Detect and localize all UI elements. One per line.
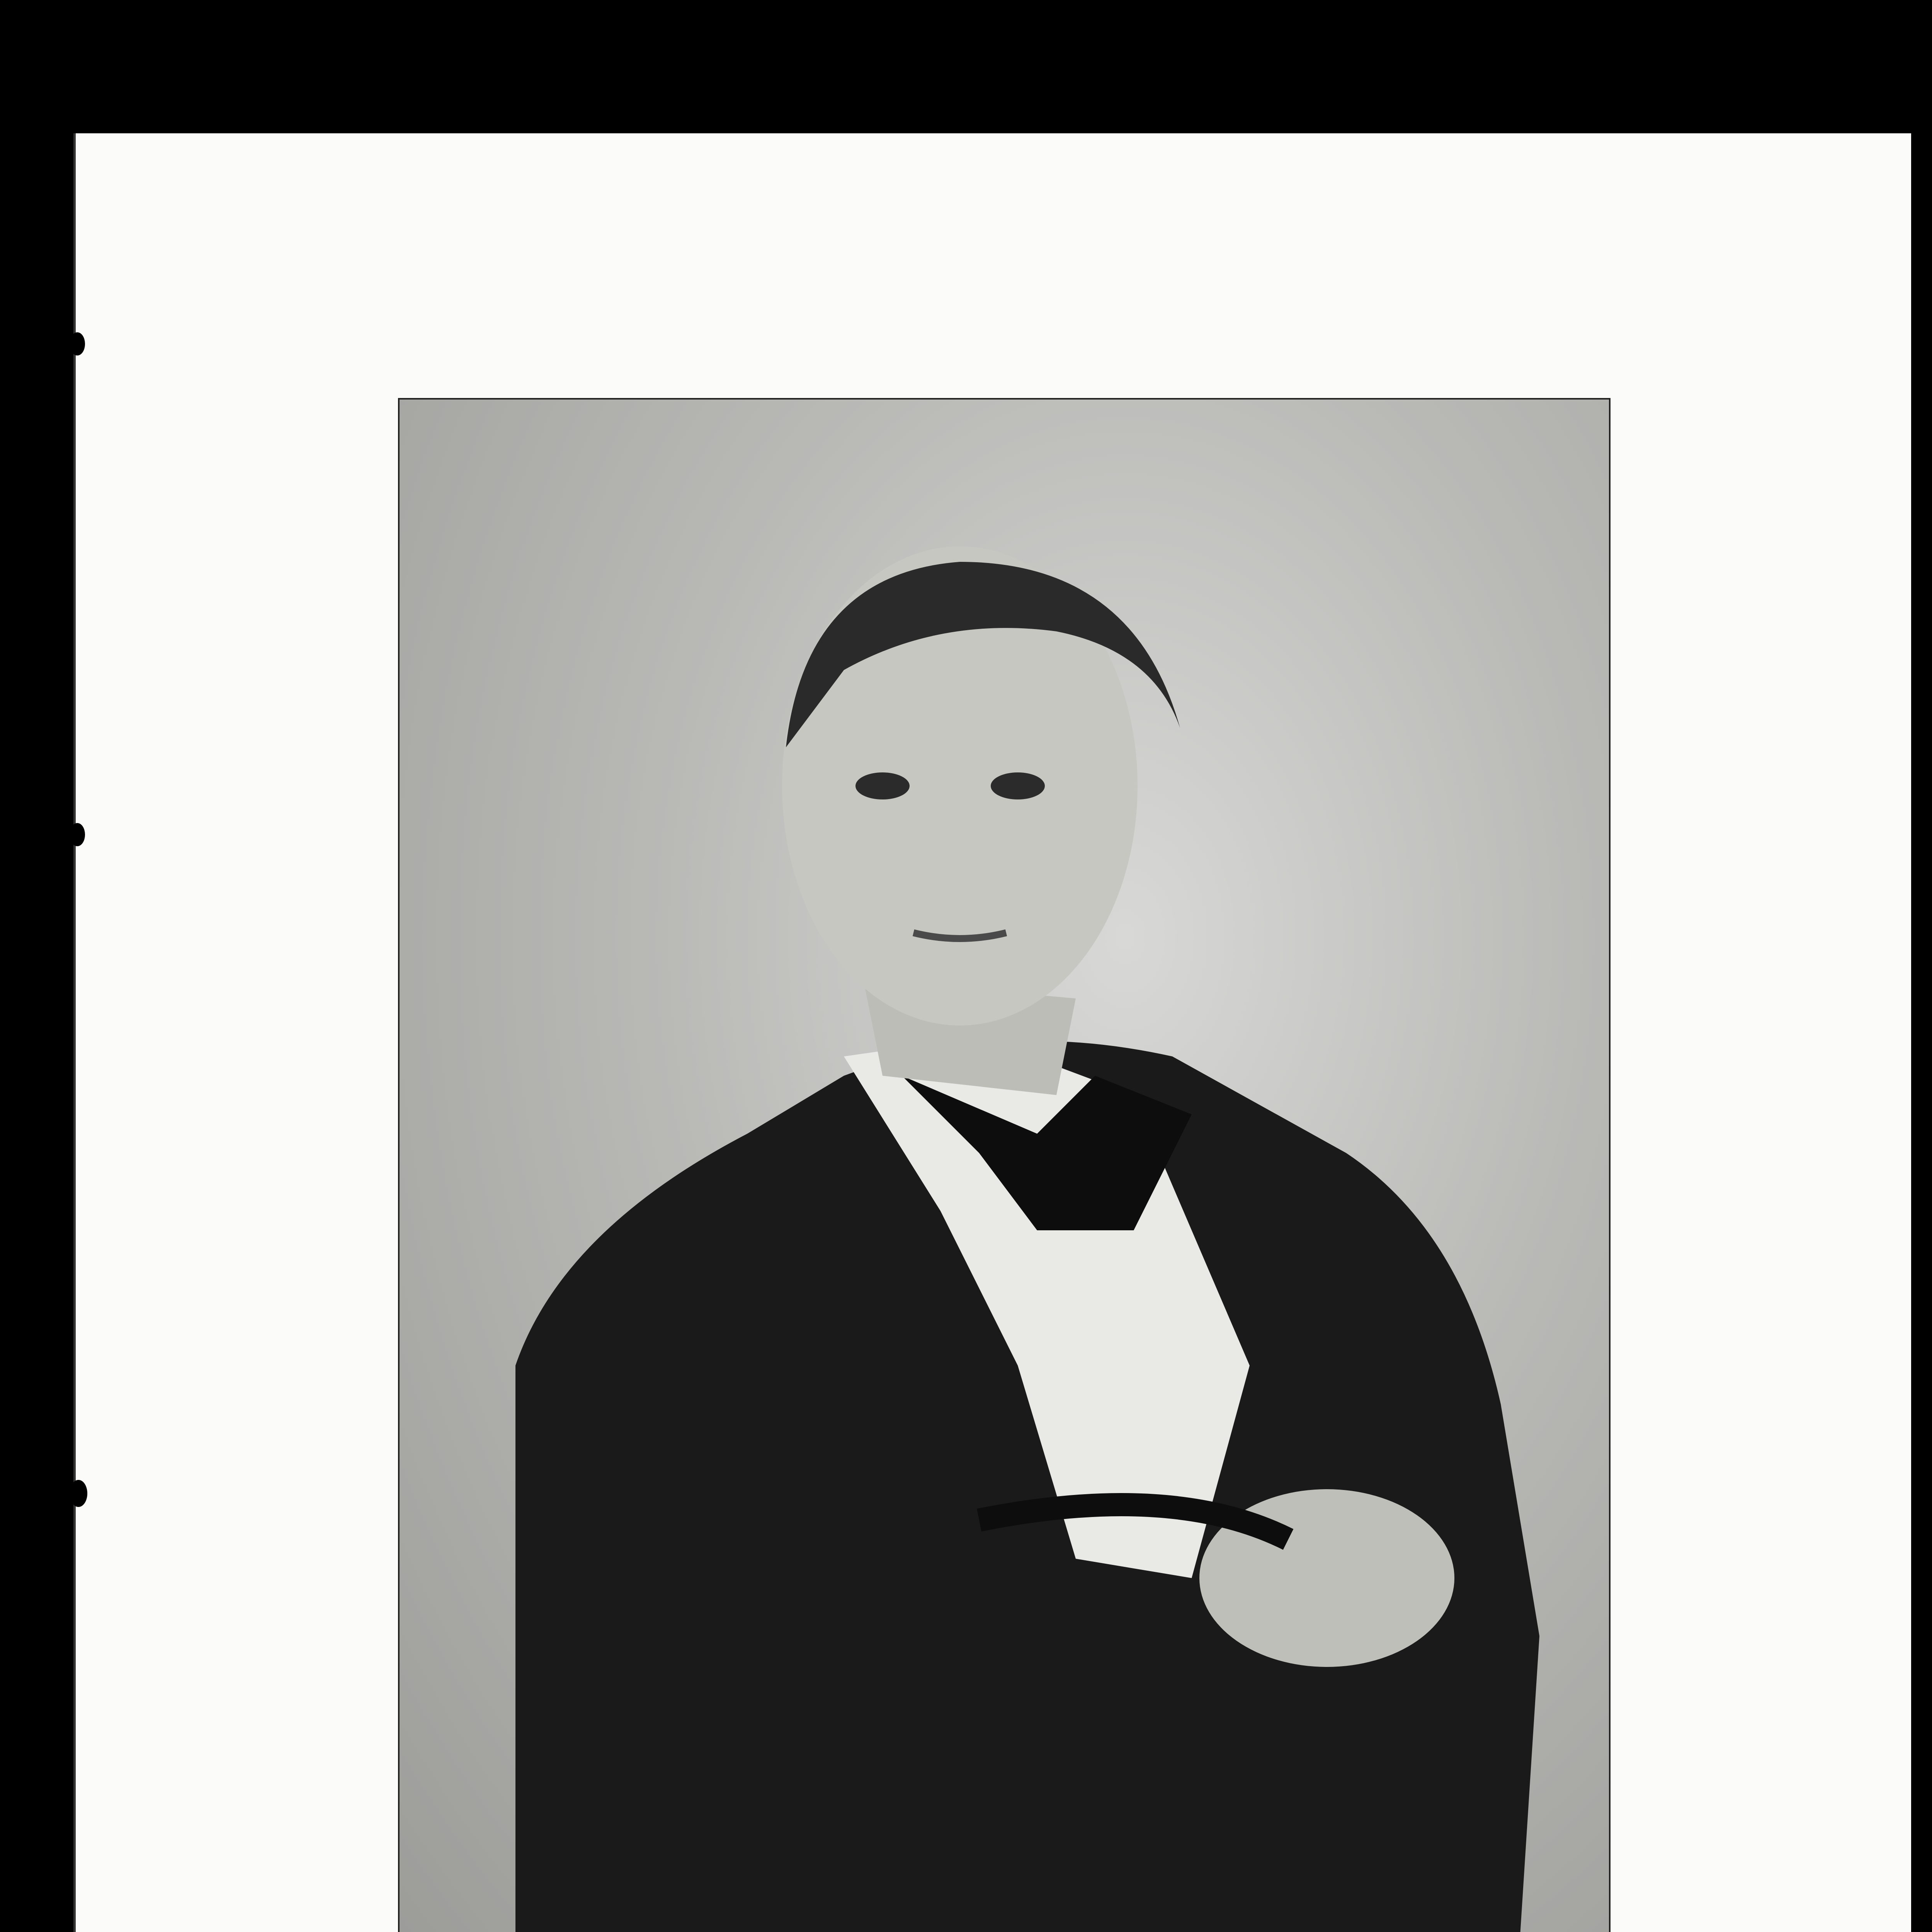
portrait-photo-icon (400, 400, 1609, 1932)
binding-mark (70, 823, 85, 846)
binding-mark (70, 1480, 87, 1507)
portrait-photo (398, 398, 1611, 1932)
binding-mark (70, 332, 85, 355)
